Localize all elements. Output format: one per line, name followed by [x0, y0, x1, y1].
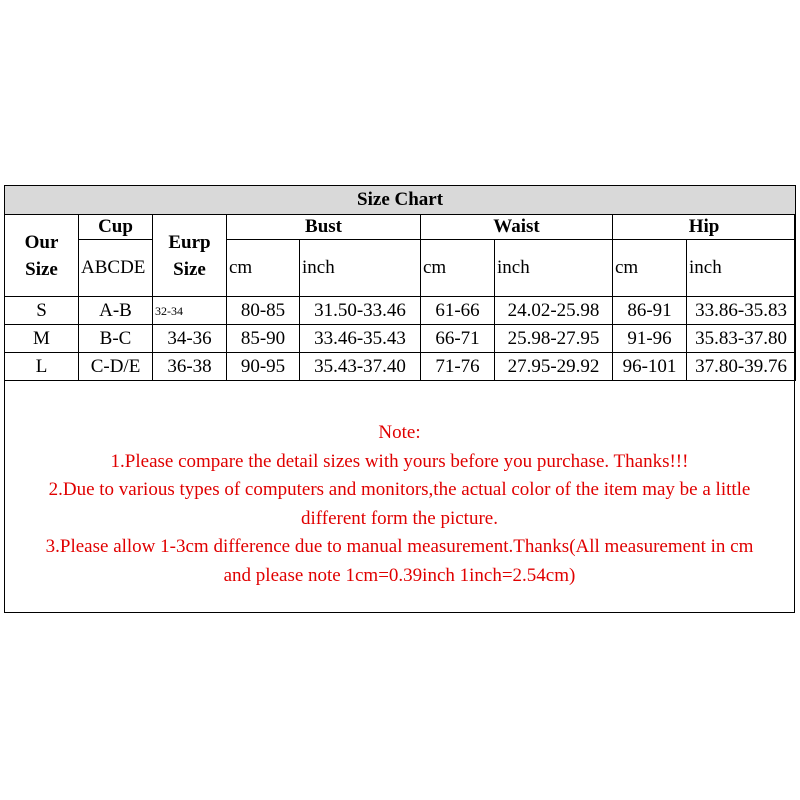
header-hip-inch: inch — [687, 240, 796, 297]
cell-hip-inch: 35.83-37.80 — [687, 325, 796, 353]
table-row — [5, 353, 796, 381]
cell-size: L — [5, 353, 79, 381]
header-cup: Cup — [79, 215, 153, 240]
table-row — [5, 325, 796, 353]
header-waist-inch: inch — [495, 240, 613, 297]
header-bust-inch: inch — [300, 240, 421, 297]
cell-cup: B-C — [79, 325, 153, 353]
table-row — [5, 297, 796, 325]
note-line: and please note 1cm=0.39inch 1inch=2.54cm) — [223, 564, 576, 586]
cell-eurp: 32-34 — [153, 297, 227, 325]
header-bust: Bust — [227, 215, 421, 240]
note-line: different form the picture. — [301, 507, 498, 529]
cell-cup: C-D/E — [79, 353, 153, 381]
header-our-size: Our Size — [5, 215, 79, 297]
notes-block — [5, 419, 794, 590]
size-chart-table — [4, 185, 796, 381]
header-hip: Hip — [613, 215, 796, 240]
cell-hip-cm: 91-96 — [613, 325, 687, 353]
table-title: Size Chart — [5, 186, 796, 215]
cell-size: S — [5, 297, 79, 325]
cell-size: M — [5, 325, 79, 353]
cell-bust-cm: 80-85 — [227, 297, 300, 325]
header-bust-cm: cm — [227, 240, 300, 297]
cell-hip-inch: 33.86-35.83 — [687, 297, 796, 325]
cell-cup: A-B — [79, 297, 153, 325]
cell-waist-inch: 24.02-25.98 — [495, 297, 613, 325]
cell-eurp: 34-36 — [153, 325, 227, 353]
size-chart-sheet — [4, 185, 795, 613]
cell-hip-cm: 86-91 — [613, 297, 687, 325]
note-line: 1.Please compare the detail sizes with yours before you purchase. Thanks!!! — [110, 450, 689, 472]
notes-heading: Note: — [378, 422, 421, 443]
cell-hip-inch: 37.80-39.76 — [687, 353, 796, 381]
header-cup-letters: ABCDE — [79, 240, 153, 297]
note-line: 2.Due to various types of computers and monitors,the actual color of the item may be a little — [48, 479, 751, 500]
header-hip-cm: cm — [613, 240, 687, 297]
cell-bust-cm: 85-90 — [227, 325, 300, 353]
header-waist: Waist — [421, 215, 613, 240]
header-waist-cm: cm — [421, 240, 495, 297]
cell-bust-inch: 33.46-35.43 — [300, 325, 421, 353]
cell-waist-cm: 61-66 — [421, 297, 495, 325]
cell-bust-inch: 31.50-33.46 — [300, 297, 421, 325]
cell-waist-inch: 25.98-27.95 — [495, 325, 613, 353]
cell-hip-cm: 96-101 — [613, 353, 687, 381]
cell-waist-inch: 27.95-29.92 — [495, 353, 613, 381]
cell-waist-cm: 71-76 — [421, 353, 495, 381]
header-eurp-size: Eurp Size — [153, 215, 227, 297]
cell-waist-cm: 66-71 — [421, 325, 495, 353]
cell-eurp: 36-38 — [153, 353, 227, 381]
cell-bust-cm: 90-95 — [227, 353, 300, 381]
cell-bust-inch: 35.43-37.40 — [300, 353, 421, 381]
note-line: 3.Please allow 1-3cm difference due to manual measurement.Thanks(All measurement in cm — [45, 536, 754, 557]
